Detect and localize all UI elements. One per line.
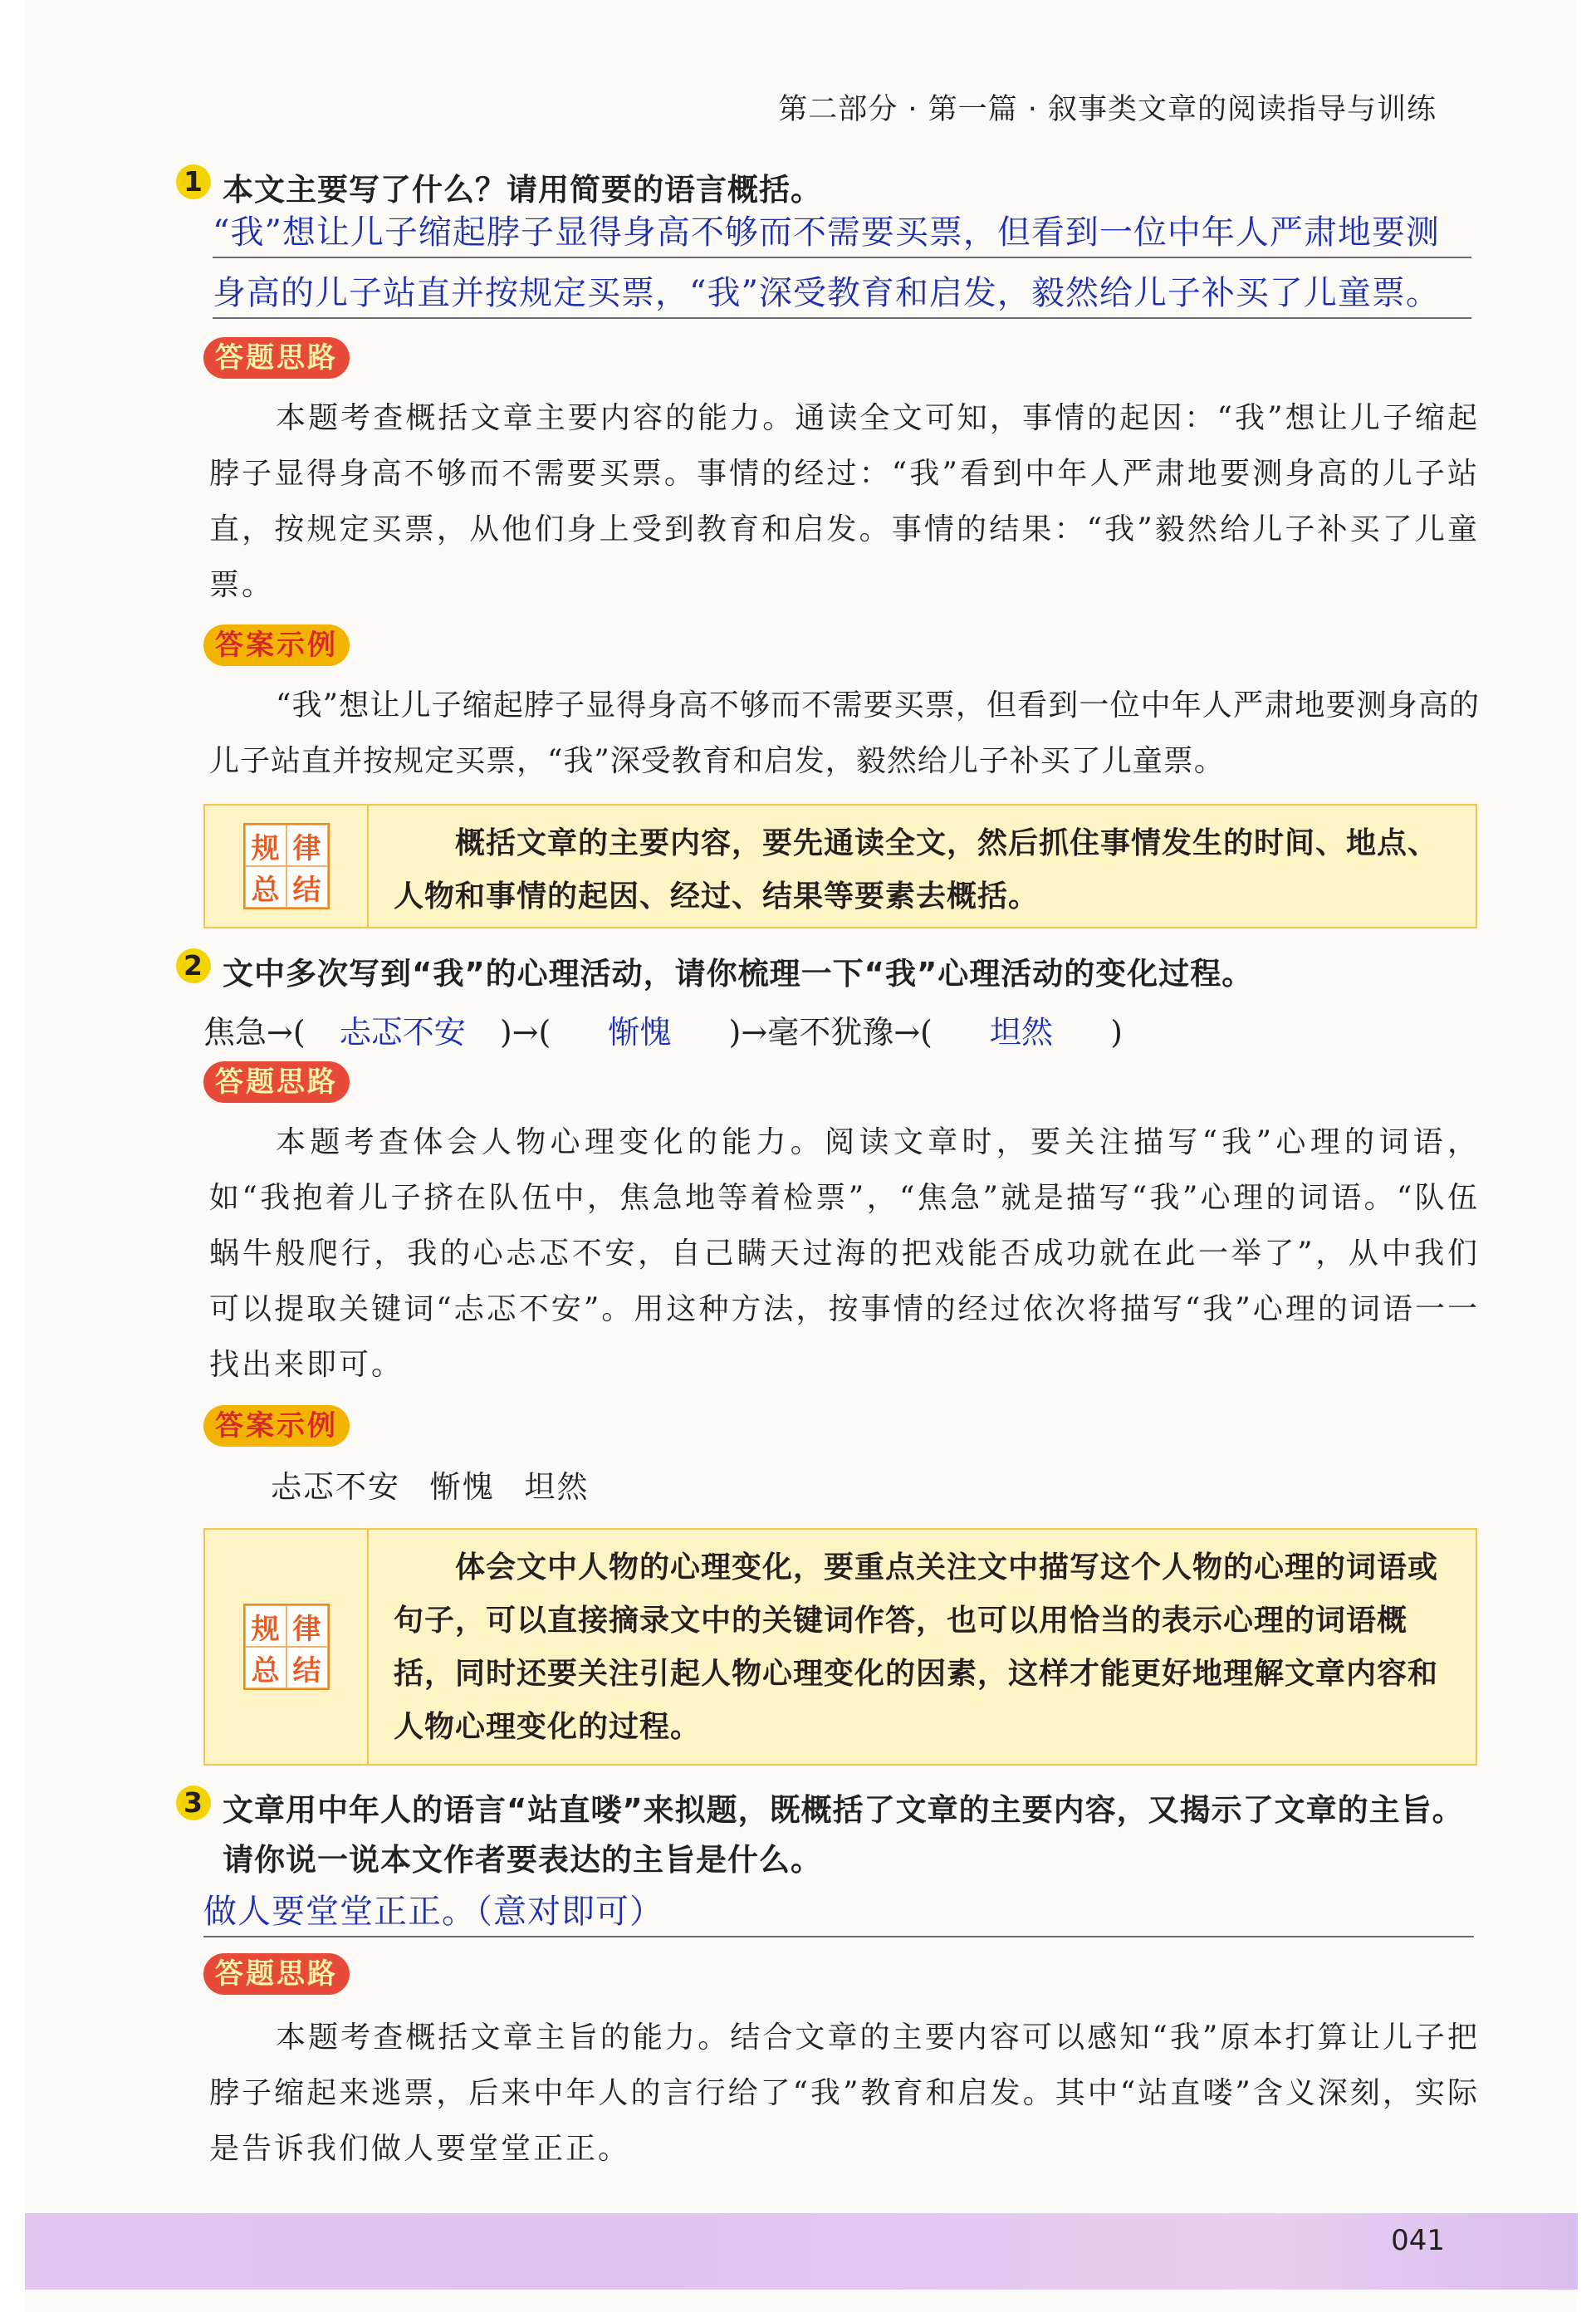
rule-char: 律 <box>286 1605 328 1647</box>
rule-char: 结 <box>286 866 328 908</box>
rule-summary-box <box>203 1528 1477 1766</box>
example-tag: 答案示例 <box>203 1405 350 1447</box>
fill-separator: )→( <box>499 1014 551 1051</box>
rule-label <box>205 1530 369 1764</box>
thinking-paragraph: 本题考查体会人物心理变化的能力。阅读文章时，要关注描写“我”心理的词语，如“我抱着儿子挤在队伍中，焦急地等着检票”，“焦急”就是描写“我”心理的词语。“队伍蜗牛般爬行，我的心忐忑不安，自己瞒天过海的把戏能否成功就在此一举了”，从中我们可以提取关键词“忐忑不安”。用这种方法，按事情的经过依次将描写“我”心理的词语一一找出来即可。 <box>209 1125 1480 1382</box>
answer-line: 做人要堂堂正正。（意对即可） <box>203 1885 1474 1937</box>
rule-badge <box>243 1604 330 1690</box>
thinking-paragraph: 本题考查概括文章主旨的能力。结合文章的主要内容可以感知“我”原本打算让儿子把脖子缩起来逃票，后来中年人的言行给了“我”教育和启发。其中“站直喽”含义深刻，实际是告诉我们做人要堂堂正正。 <box>209 2021 1480 2166</box>
page <box>25 0 1578 2312</box>
rule-char: 律 <box>286 825 328 866</box>
question-number-badge: 3 <box>176 1785 211 1820</box>
rule-badge <box>243 823 330 909</box>
example-tag: 答案示例 <box>203 625 350 666</box>
rule-char: 规 <box>245 1605 286 1647</box>
thinking-tag: 答题思路 <box>203 1061 350 1103</box>
fill-answer-2: 惭愧 <box>608 1014 672 1051</box>
fill-in-sequence <box>203 1007 1123 1052</box>
footer-band <box>25 2213 1578 2290</box>
page-header-breadcrumb: 第二部分 · 第一篇 · 叙事类文章的阅读指导与训练 <box>778 93 1437 126</box>
fill-separator: )→毫不犹豫→( <box>728 1014 933 1051</box>
question-text: 本文主要写了什么？请用简要的语言概括。 <box>223 172 822 208</box>
question-text: 文章用中年人的语言“站直喽”来拟题，既概括了文章的主要内容，又揭示了文章的主旨。请你说一说本文作者要表达的主旨是什么。 <box>223 1792 1464 1878</box>
page-number: 041 <box>1391 2224 1445 2257</box>
question-3 <box>176 1785 1480 1885</box>
answer-line: “我”想让儿子缩起脖子显得身高不够而不需要买票，但看到一位中年人严肃地要测 <box>213 206 1471 258</box>
rule-char: 规 <box>245 825 286 866</box>
rule-summary-box <box>203 804 1477 928</box>
thinking-tag: 答题思路 <box>203 1953 350 1995</box>
fill-suffix: ) <box>1110 1014 1123 1051</box>
thinking-paragraph: 本题考查概括文章主要内容的能力。通读全文可知，事情的起因：“我”想让儿子缩起脖子显得身高不够而不需要买票。事情的经过：“我”看到中年人严肃地要测身高的儿子站直，按规定买票，从他们身上受到教育和启发。事情的结果：“我”毅然给儿子补买了儿童票。 <box>209 401 1480 602</box>
rule-char: 总 <box>245 1647 286 1688</box>
question-number-badge: 2 <box>176 948 211 983</box>
question-text: 文中多次写到“我”的心理活动，请你梳理一下“我”心理活动的变化过程。 <box>223 956 1254 992</box>
question-number-badge: 1 <box>176 164 211 199</box>
handwritten-answer-3 <box>203 1885 1474 1937</box>
fill-answer-3: 坦然 <box>989 1014 1053 1051</box>
question-2 <box>176 948 1253 993</box>
question-1 <box>176 164 822 209</box>
handwritten-answer-1 <box>213 206 1471 319</box>
rule-text: 体会文中人物的心理变化，要重点关注文中描写这个人物的心理的词语或句子，可以直接摘录文中的关键词作答，也可以用恰当的表示心理的词语概括，同时还要关注引起人物心理变化的因素，这样才能更好地理解文章内容和人物心理变化的过程。 <box>394 1550 1439 1744</box>
fill-answer-1: 忐忑不安 <box>339 1014 466 1051</box>
thinking-tag: 答题思路 <box>203 337 350 379</box>
rule-char: 总 <box>245 866 286 908</box>
fill-prefix: 焦急→( <box>203 1014 306 1051</box>
answer-line: 身高的儿子站直并按规定买票，“我”深受教育和启发，毅然给儿子补买了儿童票。 <box>213 267 1471 319</box>
example-answer: 忐忑不安 惭愧 坦然 <box>271 1469 590 1505</box>
example-paragraph: “我”想让儿子缩起脖子显得身高不够而不需要买票，但看到一位中年人严肃地要测身高的儿子站直并按规定买票，“我”深受教育和启发，毅然给儿子补买了儿童票。 <box>209 688 1480 778</box>
rule-text: 概括文章的主要内容，要先通读全文，然后抓住事情发生的时间、地点、人物和事情的起因、经过、结果等要素去概括。 <box>394 826 1439 914</box>
rule-char: 结 <box>286 1647 328 1688</box>
rule-label <box>205 806 369 927</box>
